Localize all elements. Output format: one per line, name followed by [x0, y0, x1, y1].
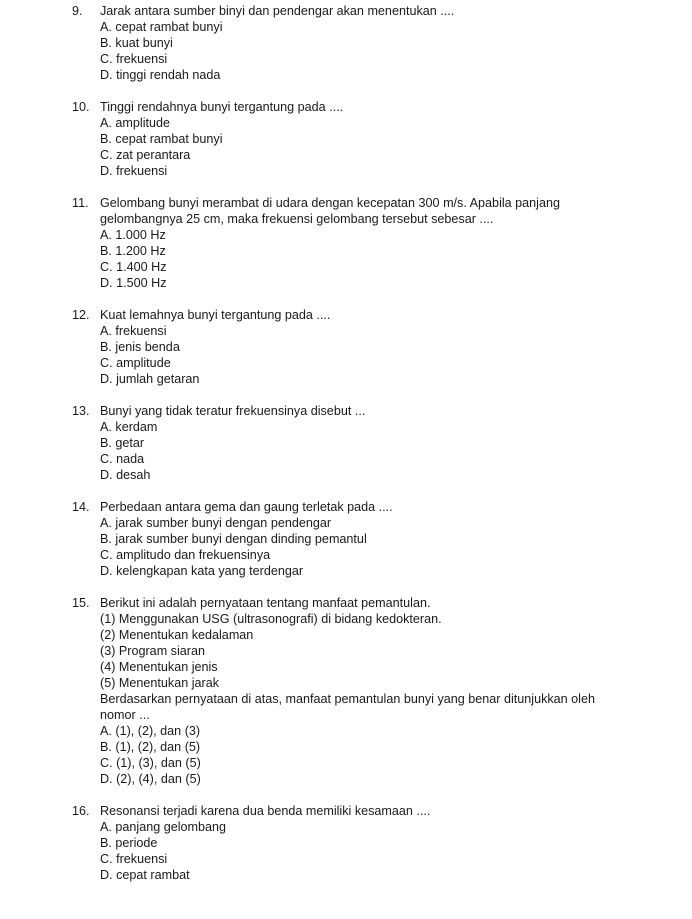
- option-a: A. jarak sumber bunyi dengan pendengar: [100, 516, 332, 530]
- option-b: B. jenis benda: [100, 340, 180, 354]
- question-9: [0, 3, 692, 83]
- question-text: Gelombang bunyi merambat di udara dengan kecepatan 300 m/s. Apabila panjang gelombangnya 25 cm, maka frekuensi gelombang tersebut sebesar ....: [100, 196, 560, 226]
- statement-list: [0, 611, 692, 691]
- question-text: Kuat lemahnya bunyi tergantung pada ....: [100, 308, 331, 322]
- question-stem: [0, 803, 692, 819]
- question-number: 15.: [72, 596, 90, 610]
- question-text: Tinggi rendahnya bunyi tergantung pada ....: [100, 100, 344, 114]
- question-text: Jarak antara sumber binyi dan pendengar akan menentukan ....: [100, 4, 455, 18]
- option-list: [0, 515, 692, 579]
- question-stem: [0, 195, 692, 227]
- question-followup: [0, 691, 692, 723]
- option-d: D. tinggi rendah nada: [100, 68, 221, 82]
- option-d: D. 1.500 Hz: [100, 276, 167, 290]
- option-b: B. jarak sumber bunyi dengan dinding pemantul: [100, 532, 367, 546]
- option-a: A. kerdam: [100, 420, 158, 434]
- option-c: C. (1), (3), dan (5): [100, 756, 201, 770]
- option-list: [0, 723, 692, 787]
- option-d: D. cepat rambat: [100, 868, 190, 882]
- option-a: A. 1.000 Hz: [100, 228, 166, 242]
- option-c: C. zat perantara: [100, 148, 191, 162]
- question-14: [0, 499, 692, 579]
- statement-5: (5) Menentukan jarak: [100, 676, 220, 690]
- option-b: B. cepat rambat bunyi: [100, 132, 223, 146]
- option-list: [0, 115, 692, 179]
- option-d: D. (2), (4), dan (5): [100, 772, 201, 786]
- question-number: 12.: [72, 308, 90, 322]
- question-number: 9.: [72, 4, 83, 18]
- question-15: [0, 595, 692, 787]
- statement-1: (1) Menggunakan USG (ultrasonografi) di bidang kedokteran.: [100, 612, 442, 626]
- question-number: 11.: [72, 196, 89, 210]
- option-b: B. kuat bunyi: [100, 36, 173, 50]
- question-stem: [0, 99, 692, 115]
- question-text: Resonansi terjadi karena dua benda memiliki kesamaan ....: [100, 804, 431, 818]
- question-stem: [0, 3, 692, 19]
- option-b: B. periode: [100, 836, 158, 850]
- option-a: A. panjang gelombang: [100, 820, 227, 834]
- option-list: [0, 227, 692, 291]
- option-b: B. getar: [100, 436, 145, 450]
- option-b: B. 1.200 Hz: [100, 244, 166, 258]
- option-c: C. amplitude: [100, 356, 171, 370]
- option-list: [0, 819, 692, 883]
- question-10: [0, 99, 692, 179]
- option-list: [0, 323, 692, 387]
- option-c: C. nada: [100, 452, 145, 466]
- question-number: 14.: [72, 500, 90, 514]
- statement-4: (4) Menentukan jenis: [100, 660, 218, 674]
- question-stem: [0, 403, 692, 419]
- option-c: C. frekuensi: [100, 52, 168, 66]
- question-16: [0, 803, 692, 883]
- option-d: D. desah: [100, 468, 151, 482]
- option-c: C. frekuensi: [100, 852, 168, 866]
- option-d: D. kelengkapan kata yang terdengar: [100, 564, 304, 578]
- question-number: 10.: [72, 100, 90, 114]
- question-text: Bunyi yang tidak teratur frekuensinya disebut ...: [100, 404, 366, 418]
- question-11: [0, 195, 692, 291]
- question-12: [0, 307, 692, 387]
- option-d: D. frekuensi: [100, 164, 168, 178]
- option-list: [0, 19, 692, 83]
- question-stem: [0, 307, 692, 323]
- option-c: C. 1.400 Hz: [100, 260, 167, 274]
- question-number: 16.: [72, 804, 90, 818]
- option-d: D. jumlah getaran: [100, 372, 200, 386]
- statement-2: (2) Menentukan kedalaman: [100, 628, 254, 642]
- option-a: A. amplitude: [100, 116, 171, 130]
- option-list: [0, 419, 692, 483]
- question-number: 13.: [72, 404, 90, 418]
- question-text: Berikut ini adalah pernyataan tentang manfaat pemantulan.: [100, 596, 431, 610]
- question-13: [0, 403, 692, 483]
- question-stem: [0, 595, 692, 611]
- option-c: C. amplitudo dan frekuensinya: [100, 548, 271, 562]
- option-a: A. frekuensi: [100, 324, 167, 338]
- option-b: B. (1), (2), dan (5): [100, 740, 201, 754]
- statement-3: (3) Program siaran: [100, 644, 205, 658]
- question-sheet: [0, 3, 692, 883]
- question-text: Perbedaan antara gema dan gaung terletak pada ....: [100, 500, 393, 514]
- option-a: A. cepat rambat bunyi: [100, 20, 223, 34]
- question-stem: [0, 499, 692, 515]
- option-a: A. (1), (2), dan (3): [100, 724, 201, 738]
- question-followup-text: Berdasarkan pernyataan di atas, manfaat pemantulan bunyi yang benar ditunjukkan oleh nomor ...: [100, 692, 595, 722]
